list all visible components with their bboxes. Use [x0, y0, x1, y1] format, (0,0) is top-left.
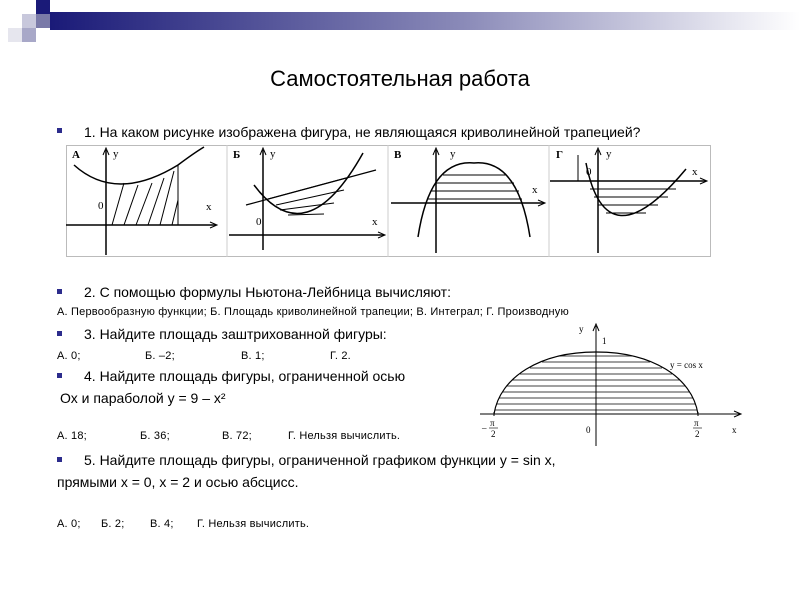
one-label: 1: [602, 336, 607, 346]
answer-b: Б. –2;: [145, 350, 175, 362]
curve-label: у = cos x: [670, 360, 703, 370]
y-label: у: [450, 148, 456, 160]
bullet-icon: [57, 289, 62, 294]
answer-c: В. 72;: [222, 430, 252, 442]
header-decoration: [0, 0, 800, 50]
cos-graph: [478, 322, 744, 450]
y-label: у: [113, 148, 119, 160]
right-tick-num: π: [694, 418, 699, 428]
question-5-line-2: прямыми x = 0, x = 2 и осью абсцисс.: [57, 474, 299, 490]
question-2: 2. С помощью формулы Ньютона-Лейбница вычисляют:: [84, 284, 451, 300]
q1-figures: [66, 145, 712, 257]
question-2-answers: А. Первообразную функции; Б. Площадь криволинейной трапеции; В. Интеграл; Г. Производную: [57, 306, 569, 318]
panel-letter: В: [394, 149, 402, 161]
panel-letter: Г: [556, 149, 563, 161]
panel-letter: А: [72, 149, 80, 161]
left-tick-num: π: [490, 418, 495, 428]
answer-b: Б. 36;: [140, 430, 170, 442]
answer-a: А. 18;: [57, 430, 87, 442]
left-tick-sign: –: [482, 423, 487, 433]
y-label: у: [606, 148, 612, 160]
question-1: 1. На каком рисунке изображена фигура, не являющаяся криволинейной трапецией?: [84, 124, 641, 140]
bullet-icon: [57, 457, 62, 462]
answer-b: Б. 2;: [101, 518, 125, 530]
origin-label: 0: [586, 425, 591, 435]
question-5-line-1: 5. Найдите площадь фигуры, ограниченной графиком функции у = sin x,: [84, 452, 556, 468]
y-label: у: [270, 148, 276, 160]
x-label: х: [732, 425, 737, 435]
answer-c: В. 4;: [150, 518, 174, 530]
right-tick-den: 2: [695, 429, 700, 439]
header-square: [8, 28, 22, 42]
answer-d: Г. 2.: [330, 350, 351, 362]
question-4-line-1: 4. Найдите площадь фигуры, ограниченной осью: [84, 368, 406, 384]
x-label: х: [372, 216, 378, 228]
question-3: 3. Найдите площадь заштрихованной фигуры:: [84, 326, 387, 342]
header-square: [36, 14, 50, 28]
header-square: [22, 28, 36, 42]
x-label: х: [692, 166, 698, 178]
left-tick-den: 2: [491, 429, 496, 439]
question-4-line-2: Ох и параболой у = 9 – х²: [60, 390, 226, 406]
y-label: у: [579, 324, 584, 334]
bullet-icon: [57, 373, 62, 378]
origin-label: 0: [256, 216, 262, 228]
header-gradient-bar: [50, 12, 800, 30]
origin-label: 0: [586, 166, 592, 178]
header-square: [22, 14, 36, 28]
panel-letter: Б: [233, 149, 241, 161]
answer-d: Г. Нельзя вычислить.: [288, 430, 401, 442]
origin-label: 0: [98, 200, 104, 212]
answer-a: А. 0;: [57, 518, 81, 530]
answer-d: Г. Нельзя вычислить.: [197, 518, 310, 530]
answer-c: В. 1;: [241, 350, 265, 362]
bullet-icon: [57, 128, 62, 133]
bullet-icon: [57, 331, 62, 336]
x-label: х: [206, 201, 212, 213]
answer-a: А. 0;: [57, 350, 81, 362]
header-square: [36, 0, 50, 14]
x-label: х: [532, 184, 538, 196]
slide-title: Самостоятельная работа: [270, 66, 530, 91]
